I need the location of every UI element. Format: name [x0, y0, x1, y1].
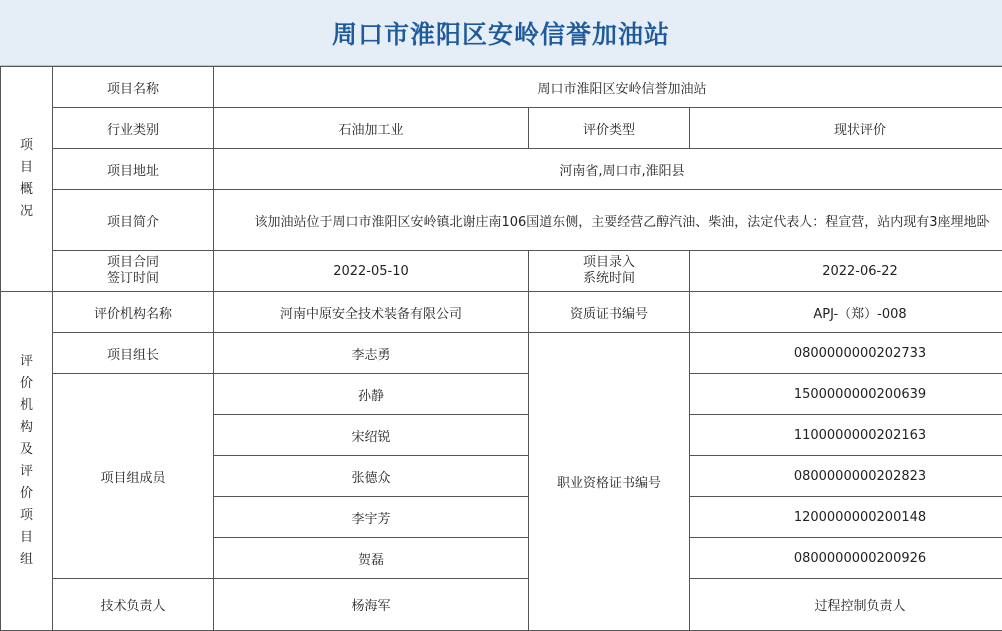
member-cert: 1200000000200148 — [690, 497, 1002, 538]
members-label: 项目组成员 — [53, 374, 214, 579]
row-agency — [1, 292, 1002, 333]
eval-type-value: 现状评价 — [690, 108, 1002, 149]
contract-time-value: 2022-05-10 — [214, 251, 529, 292]
member-name: 李宇芳 — [214, 497, 529, 538]
leader-name: 李志勇 — [214, 333, 529, 374]
contract-label-line1: 项目合同 — [106, 255, 159, 270]
member-name: 贺磊 — [214, 538, 529, 579]
leader-cert: 0800000000202733 — [690, 333, 1002, 374]
cert-label: 资质证书编号 — [529, 292, 690, 333]
brief-label: 项目简介 — [53, 190, 214, 251]
row-project-name — [1, 67, 1002, 108]
section-eval — [1, 292, 53, 631]
brief-value: 该加油站位于周口市淮阳区安岭镇北谢庄南106国道东侧，主要经营乙醇汽油、柴油，法定代表人：程宣营，站内现有3座埋地卧 — [214, 190, 1002, 251]
agency-value: 河南中原安全技术装备有限公司 — [214, 292, 529, 333]
row-leader — [1, 333, 1002, 374]
process-label: 过程控制负责人 — [690, 579, 1002, 631]
industry-label: 行业类别 — [53, 108, 214, 149]
entry-time-label — [529, 251, 690, 292]
member-cert: 1100000000202163 — [690, 415, 1002, 456]
tech-value: 杨海军 — [214, 579, 529, 631]
member-name: 孙静 — [214, 374, 529, 415]
leader-label: 项目组长 — [53, 333, 214, 374]
entry-time-value: 2022-06-22 — [690, 251, 1002, 292]
address-label: 项目地址 — [53, 149, 214, 190]
row-brief — [1, 190, 1002, 251]
member-name: 宋绍锐 — [214, 415, 529, 456]
project-info-table — [0, 66, 1002, 631]
member-cert: 1500000000200639 — [690, 374, 1002, 415]
row-member-1 — [1, 374, 1002, 415]
cert-value: APJ-（郑）-008 — [690, 292, 1002, 333]
industry-value: 石油加工业 — [214, 108, 529, 149]
contract-label-line2: 签订时间 — [106, 271, 159, 286]
member-cert: 0800000000200926 — [690, 538, 1002, 579]
member-name: 张德众 — [214, 456, 529, 497]
project-name-value: 周口市淮阳区安岭信誉加油站 — [214, 67, 1002, 108]
project-name-label: 项目名称 — [53, 67, 214, 108]
contract-time-label — [53, 251, 214, 292]
eval-type-label: 评价类型 — [529, 108, 690, 149]
section-overview-label: 项目概况 — [19, 138, 33, 219]
section-eval-label: 评价机构及评价项目组 — [19, 354, 33, 567]
entry-label-line2: 系统时间 — [582, 271, 635, 286]
qual-cert-label: 职业资格证书编号 — [529, 333, 690, 631]
entry-label-line1: 项目录入 — [582, 255, 635, 270]
section-overview — [1, 67, 53, 292]
tech-label: 技术负责人 — [53, 579, 214, 631]
row-industry — [1, 108, 1002, 149]
member-cert: 0800000000202823 — [690, 456, 1002, 497]
address-value: 河南省,周口市,淮阳县 — [214, 149, 1002, 190]
row-dates — [1, 251, 1002, 292]
page-title: 周口市淮阳区安岭信誉加油站 — [331, 19, 670, 49]
title-bar — [0, 0, 1002, 66]
row-tech — [1, 579, 1002, 631]
row-address — [1, 149, 1002, 190]
agency-label: 评价机构名称 — [53, 292, 214, 333]
